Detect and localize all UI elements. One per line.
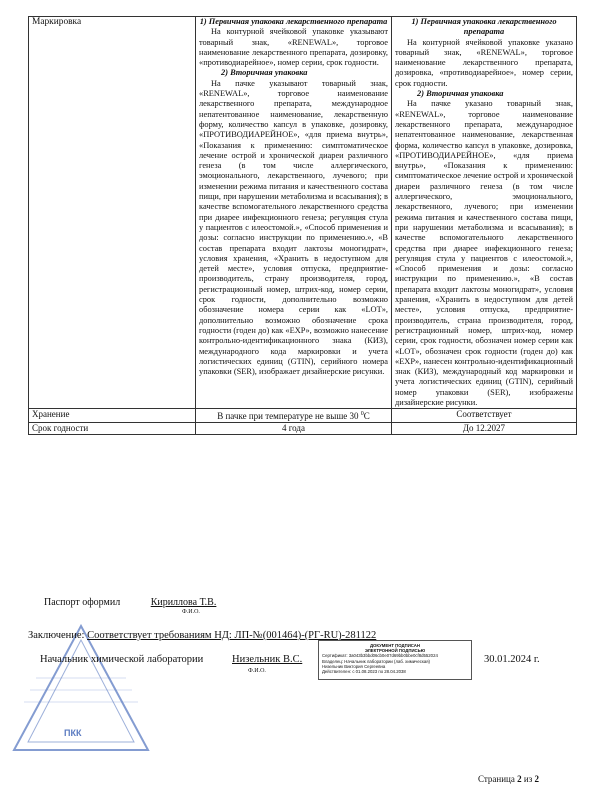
head-title: Начальник химической лаборатории	[40, 654, 204, 665]
passport-fio-caption: Ф.И.О.	[182, 609, 200, 615]
storage-requirement-text: В пачке при температуре не выше 30	[217, 411, 361, 422]
primary-pack-text: На контурной ячейковой упаковке указано товарный знак, «RENEWAL», торговое наименование лекарственного препарата, дозировка, «противодиарейное», номер серии, срок годности.	[395, 37, 573, 88]
page-total: 2	[534, 774, 539, 784]
storage-requirement	[196, 409, 392, 423]
passport-signer-name: Кириллова Т.В.	[150, 597, 217, 608]
spec-table	[28, 16, 577, 435]
conclusion-text: Соответствует требованиям НД: ЛП-№(001464)-(РГ-RU)-281122	[87, 630, 377, 641]
esig-valid: Действителен: с 01.08.2023 по 28.04.2038	[322, 669, 406, 675]
storage-label: Хранение	[29, 409, 196, 423]
secondary-pack-heading: 2) Вторичная упаковка	[417, 89, 504, 99]
page-of: из	[521, 774, 535, 784]
esig-person: Низельник Виктория Сергеевна	[322, 663, 386, 669]
page-number	[478, 774, 539, 784]
marking-requirement-cell	[196, 17, 392, 409]
marking-label: Маркировка	[29, 17, 196, 409]
esig-owner: Владелец: Начальник лаборатории (лаб. химическая)	[322, 658, 430, 664]
esig-title: ДОКУМЕНТ ПОДПИСАН	[370, 643, 420, 648]
esig-subtitle: ЭЛЕКТРОННОЙ ПОДПИСЬЮ	[364, 648, 426, 654]
storage-row	[29, 409, 577, 423]
shelf-life-requirement: 4 года	[196, 423, 392, 435]
marking-result-cell	[392, 17, 577, 409]
degree-sup: 0	[360, 411, 364, 418]
shelf-life-label: Срок годности	[29, 423, 196, 435]
primary-pack-heading: 1) Первичная упаковка лекарственного препарата	[199, 17, 388, 26]
conclusion-prefix: Заключение:	[28, 630, 88, 641]
secondary-pack-text: На пачке указано товарный знак, «RENEWAL», торговое наименование лекарственного препарата, международное непатентованное наименование, лекарственная форма, количество капсул в упаковке, дозировка, «ПРОТИВОДИАРЕЙНОЕ», «для приема внутрь», «Показания к применению: симптоматическое лечение острой и хронической диареи различного генеза (в том числе аллергического, эмоционального, лекарственного, лучевого; при изменении режима питания и качественного состава пищи, при нарушении метаболизма и всасывания); в качестве вспомогательного лекарственного средства при диарее инфекционного генеза; регуляция стула у пациентов с илеостомой.», «Способ применения и дозы: согласно инструкции по применению.», «В состав препарата входит лактозы моногидрат», условия хранения, «Хранить в недоступном для детей месте», условия отпуска, предприятие-производитель, страна производителя, город, регистрационный номер, штрих-код, номер серии, срок годности, обозначен номер серии как «LOT», обозначен срок годности (годен до) как «EXP», нанесен контрольно-идентификационный знак (КИЗ), международный код маркировки и учета логистических единиц (GTIN), серийный номер упаковки (SER), изображены дизайнерские рисунки.	[395, 99, 573, 407]
head-fio-caption: Ф.И.О.	[248, 668, 266, 674]
signature-date: 30.01.2024 г.	[484, 654, 540, 665]
secondary-pack-heading: 2) Вторичная упаковка	[221, 68, 308, 78]
primary-pack-text: На контурной ячейковой упаковке указывают товарный знак, «RENEWAL», торговое наименование лекарственного препарата, дозировку, «противодиарейное», номер серии, срок годности.	[199, 27, 388, 68]
head-signer-name: Низельник В.С.	[232, 654, 303, 665]
page-prefix: Страница	[478, 774, 518, 784]
storage-result: Соответствует	[392, 409, 577, 423]
shelf-life-result: До 12.2027	[392, 423, 577, 435]
passport-block	[44, 597, 217, 615]
shelf-life-row	[29, 423, 577, 435]
passport-label: Паспорт оформил	[44, 597, 121, 608]
secondary-pack-text: На пачке указывают товарный знак, «RENEWAL», торговое наименование лекарственного препарата, международное непатентованное наименование, лекарственную форму, количество капсул в упаковке, дозировку, «ПРОТИВОДИАРЕЙНОЕ», «для приема внутрь», «Показания к применению: симптоматическое лечение острой и хронической диареи различного генеза (в том числе аллергического, эмоционального, лекарственного, лучевого; при изменении режима питания и качественного состава пищи, при нарушении метаболизма и всасывания); в качестве вспомогательного лекарственного средства при диарее инфекционного генеза; регуляция стула у пациентов с илеостомой.», «Способ применения и дозы: согласно инструкции по применению.», «В состав препарата входит лактозы моногидрат», условия хранения, «Хранить в недоступном для детей месте», условия отпуска, предприятие-производитель, страну производителя, город, регистрационный номер, штрих-код, номер серии, срок годности, дополнительно возможно обозначение номера серии как «LOT», дополнительно возможно обозначение срока годности (годен до) как «EXP», возможно нанесение контрольно-идентификационного знака (КИЗ), международного кода маркировки и учета логистических единиц (GTIN), серийного номера упаковки (SER), изображает дизайнерские рисунки.	[199, 78, 388, 377]
primary-pack-heading: 1) Первичная упаковка лекарственного препарата	[411, 17, 557, 37]
electronic-signature-box	[318, 640, 472, 680]
marking-row	[29, 17, 577, 409]
esig-cert: Сертификат: 3a043b3bbd06cb0e07d69bb0bbe0cf8d552024	[322, 653, 438, 659]
page-current: 2	[517, 774, 522, 784]
stamp-text: ПКК	[64, 728, 82, 738]
storage-unit: С	[363, 411, 370, 422]
